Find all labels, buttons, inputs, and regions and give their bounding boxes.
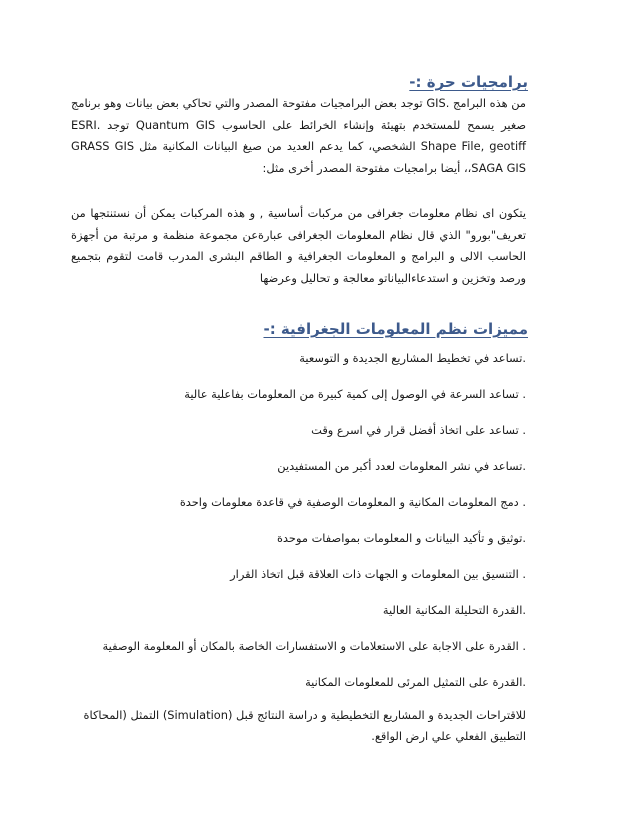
- advantage-item: .القدرة على التمثيل المرئى للمعلومات المكانية: [305, 675, 526, 689]
- advantage-item: .القدرة التحليلة المكانية العالية: [382, 603, 526, 617]
- advantage-item: .تساعد في نشر المعلومات لعدد أكبر من المستفيدين: [277, 459, 526, 473]
- advantage-item: .تساعد في تخطيط المشاريع الجديدة و التوسعية: [299, 351, 526, 365]
- advantage-item: .توثيق و تأكيد البيانات و المعلومات بمواصفات موحدة: [276, 531, 526, 545]
- advantage-item: . دمج المعلومات المكانية و المعلومات الوصفية في قاعدة معلومات واحدة: [179, 495, 526, 509]
- advantage-item: للاقتراحات الجديدة و المشاريع التخطيطية و دراسة النتائج قبل (Simulation) التمثل (المحاكاة التطبيق الفعلي علي ارض الواقع.: [83, 708, 526, 743]
- paragraph-open-source-gis: من هذه البرامج .GIS توجد بعض البرامجيات مفتوحة المصدر والتي تحاكي بعض بيانات وهو برنامج صغير يسمح للمستخدم بتهيئة وإنشاء الخرائط على الحاسوب Quantum GIS توجد .ESRI Shape File, geotiff الشخصي، كما يدعم العديد من صيغ البيانات المكانية مثل GRASS GIS ،SAGA GIS، أيضا برامجيات مفتوحة المصدر أخرى مثل:: [71, 96, 526, 175]
- advantage-item: . القدرة على الاجابة على الاستعلامات و الاستفسارات الخاصة بالمكان أو المعلومة الوصفية: [102, 639, 526, 653]
- advantage-item: . تساعد على اتخاذ أفضل قرار في اسرع وقت: [311, 423, 526, 437]
- heading-free-software: برامجيات حرة :-: [409, 73, 528, 91]
- advantage-item: . التنسيق بين المعلومات و الجهات ذات العلاقة قبل اتخاذ القرار: [230, 567, 526, 581]
- paragraph-gis-definition: يتكون اى نظام معلومات جغرافى من مركبات أساسية , و هذه المركبات يمكن أن نستنتجها من تعريف"بورو" الذي قال نظام المعلومات الجغرافى عبارةعن مجموعة منظمة و مرتبة من أجهزة الحاسب الالى و البرامج و المعلومات الجغرافية و الطاقم البشرى المدرب قامت لتقوم بتجميع ورصد وتخزين و استدعاءالبياناتو معالجة و تحاليل وعرضها: [71, 206, 526, 285]
- advantage-item: . تساعد السرعة في الوصول إلى كمية كبيرة من المعلومات بفاعلية عالية: [184, 387, 526, 401]
- heading-gis-advantages: مميزات نظم المعلومات الجغرافية :-: [263, 320, 528, 338]
